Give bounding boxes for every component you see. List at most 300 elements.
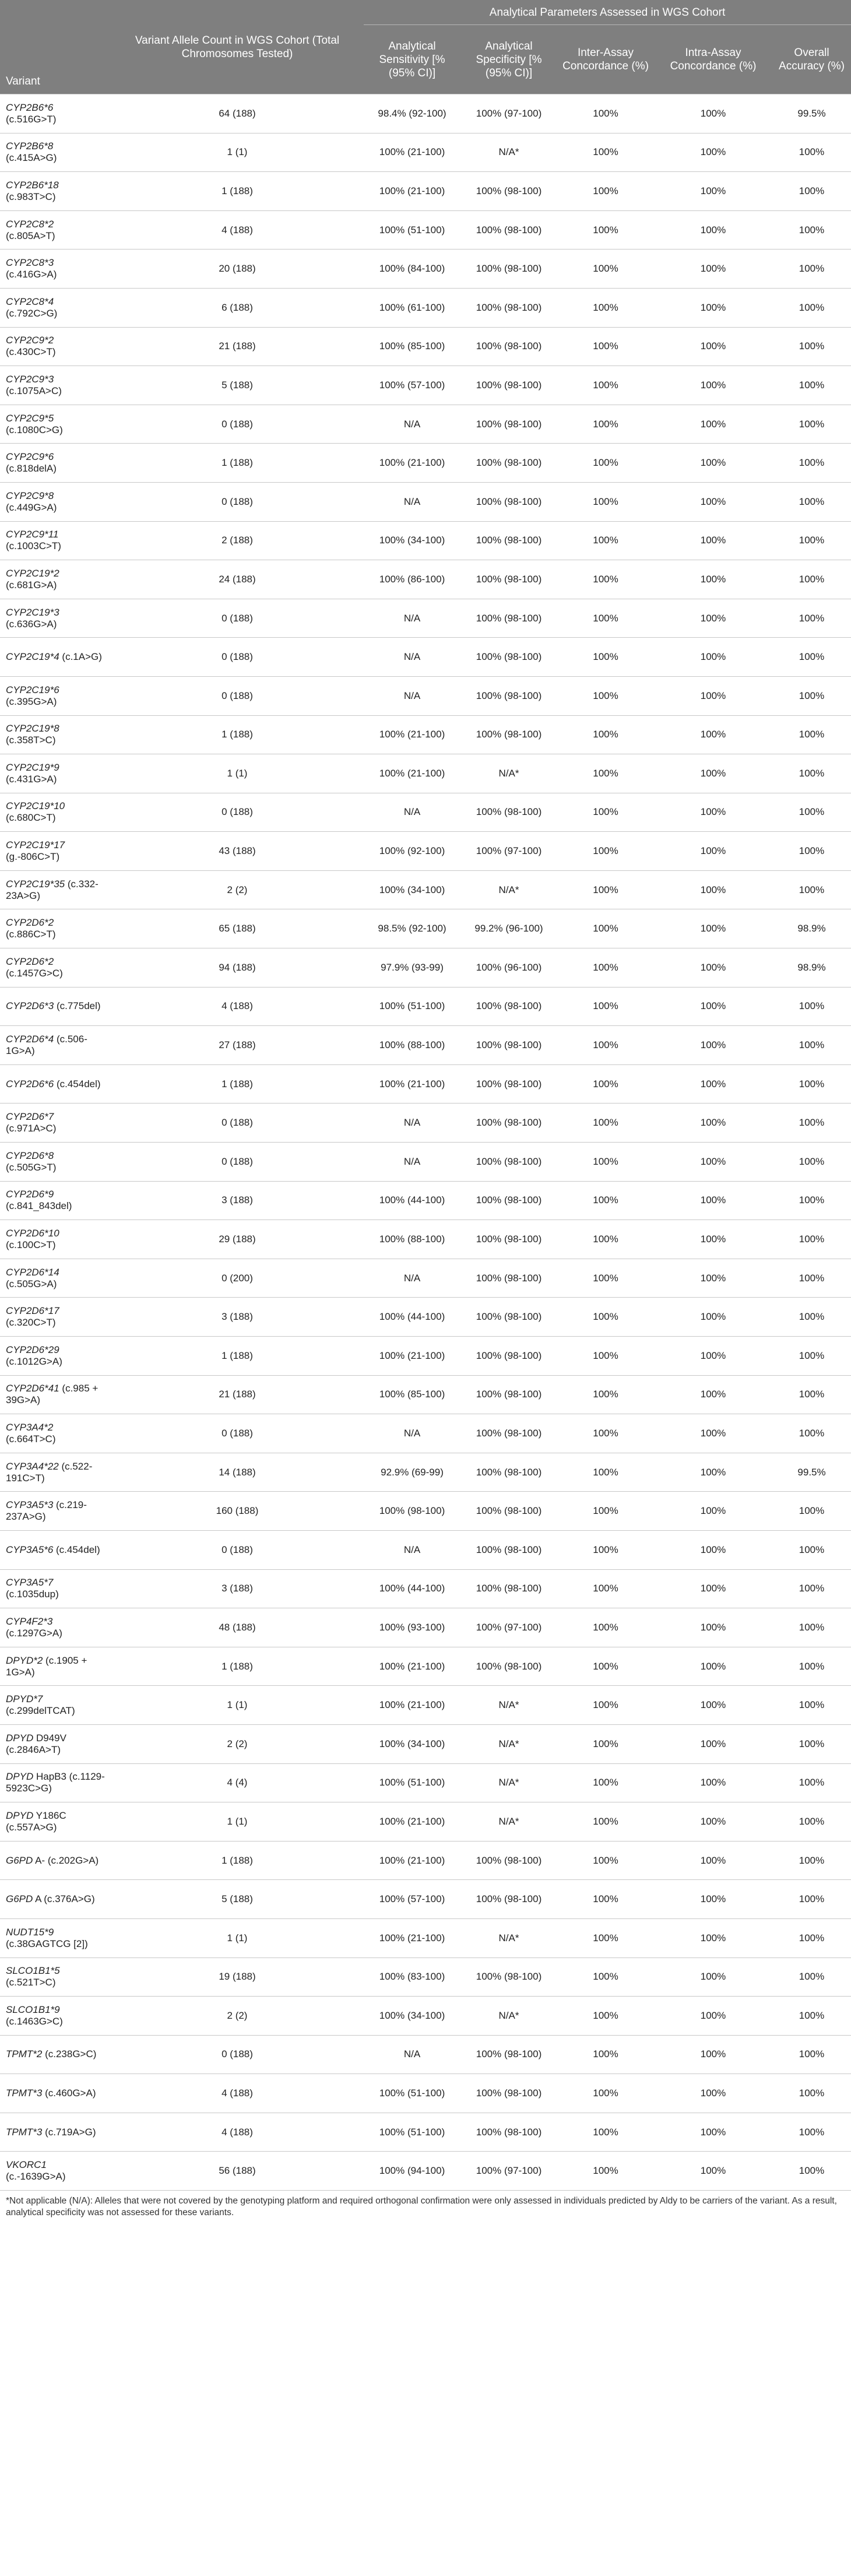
sensitivity-cell: 100% (44-100) [364, 1298, 460, 1337]
sensitivity-cell: 100% (21-100) [364, 1841, 460, 1880]
variant-notation: (c.449G>A) [6, 501, 57, 513]
sensitivity-cell: 100% (88-100) [364, 1220, 460, 1259]
overall-accuracy-cell: 100% [772, 1298, 851, 1337]
sensitivity-cell: 100% (21-100) [364, 1647, 460, 1686]
sensitivity-cell: N/A [364, 1530, 460, 1569]
variant-cell [0, 210, 111, 249]
sensitivity-cell: 100% (86-100) [364, 560, 460, 599]
variant-cell [0, 94, 111, 133]
specificity-cell: 100% (98-100) [460, 1530, 557, 1569]
intra-assay-cell: 100% [654, 2074, 772, 2113]
specificity-cell: 100% (98-100) [460, 1958, 557, 1997]
overall-accuracy-cell: 100% [772, 987, 851, 1026]
overall-accuracy-cell: 100% [772, 482, 851, 521]
table-row [0, 444, 851, 483]
gene-allele-name: CYP3A4*22 [6, 1460, 59, 1472]
variant-cell [0, 909, 111, 948]
variant-cell [0, 1259, 111, 1298]
specificity-cell: 100% (98-100) [460, 1064, 557, 1104]
specificity-cell: N/A* [460, 1802, 557, 1841]
overall-accuracy-cell: 100% [772, 715, 851, 754]
intra-assay-cell: 100% [654, 1724, 772, 1763]
allele-count-cell: 4 (4) [111, 1763, 364, 1802]
allele-count-cell: 1 (1) [111, 1802, 364, 1841]
table-row [0, 1492, 851, 1531]
gene-allele-name: SLCO1B1*5 [6, 1965, 60, 1977]
allele-count-cell: 5 (188) [111, 1880, 364, 1919]
variant-cell [0, 987, 111, 1026]
specificity-cell: 100% (98-100) [460, 327, 557, 366]
allele-count-cell: 1 (188) [111, 1337, 364, 1376]
overall-accuracy-cell: 100% [772, 1530, 851, 1569]
allele-count-cell: 0 (188) [111, 1530, 364, 1569]
variant-cell [0, 793, 111, 832]
overall-accuracy-cell: 100% [772, 754, 851, 793]
variant-notation: (c.1003C>T) [6, 540, 61, 552]
variant-notation: (c.506-1G>A) [6, 1034, 87, 1057]
allele-count-cell: 14 (188) [111, 1453, 364, 1492]
specificity-cell: 100% (98-100) [460, 1453, 557, 1492]
overall-accuracy-cell: 100% [772, 2035, 851, 2074]
inter-assay-cell: 100% [557, 1143, 654, 1182]
variant-cell [0, 1997, 111, 2036]
variant-column-header: Variant [0, 0, 111, 94]
specificity-cell: N/A* [460, 1763, 557, 1802]
intra-assay-cell: 100% [654, 2152, 772, 2191]
specificity-cell: 100% (98-100) [460, 676, 557, 715]
overall-accuracy-cell: 100% [772, 1143, 851, 1182]
table-row [0, 1259, 851, 1298]
variant-cell [0, 1375, 111, 1414]
variant-cell [0, 638, 111, 677]
specificity-cell: 100% (98-100) [460, 521, 557, 560]
allele-count-cell: 160 (188) [111, 1492, 364, 1531]
inter-assay-cell: 100% [557, 715, 654, 754]
gene-allele-name: CYP2C19*35 [6, 878, 65, 890]
variant-notation: (c.-1639G>A) [6, 2171, 66, 2183]
intra-assay-cell: 100% [654, 1841, 772, 1880]
variant-notation: (c.1A>G) [62, 651, 102, 663]
specificity-cell: 100% (98-100) [460, 1375, 557, 1414]
variant-notation: (c.664T>C) [6, 1433, 56, 1445]
allele-count-cell: 1 (188) [111, 444, 364, 483]
gene-allele-name: DPYD*2 [6, 1654, 43, 1666]
variant-cell [0, 599, 111, 638]
variant-cell [0, 715, 111, 754]
overall-accuracy-column-header: Overall Accuracy (%) [772, 25, 851, 94]
allele-count-cell: 21 (188) [111, 1375, 364, 1414]
inter-assay-cell: 100% [557, 1997, 654, 2036]
variant-notation: HapB3 (c.1129-5923C>G) [6, 1771, 105, 1794]
table-row [0, 1958, 851, 1997]
specificity-cell: 100% (96-100) [460, 948, 557, 987]
table-row [0, 1298, 851, 1337]
sensitivity-cell: 92.9% (69-99) [364, 1453, 460, 1492]
table-row [0, 1220, 851, 1259]
table-row [0, 1841, 851, 1880]
variant-cell [0, 1763, 111, 1802]
table-row [0, 1686, 851, 1725]
allele-count-cell: 3 (188) [111, 1181, 364, 1220]
allele-count-cell: 5 (188) [111, 366, 364, 405]
sensitivity-column-header: Analytical Sensitivity [% (95% CI)] [364, 25, 460, 94]
intra-assay-cell: 100% [654, 2035, 772, 2074]
gene-allele-name: DPYD [6, 1732, 34, 1744]
gene-allele-name: CYP2C19*8 [6, 723, 59, 735]
inter-assay-cell: 100% [557, 1958, 654, 1997]
table-row [0, 2074, 851, 2113]
specificity-cell: 100% (98-100) [460, 2074, 557, 2113]
inter-assay-cell: 100% [557, 832, 654, 871]
overall-accuracy-cell: 100% [772, 1608, 851, 1647]
gene-allele-name: CYP2C9*2 [6, 335, 54, 346]
variant-notation: (c.1457G>C) [6, 967, 63, 979]
variant-notation: D949V (c.2846A>T) [6, 1732, 66, 1755]
variant-notation: (c.238G>C) [45, 2048, 97, 2060]
overall-accuracy-cell: 100% [772, 1375, 851, 1414]
sensitivity-cell: N/A [364, 676, 460, 715]
sensitivity-cell: 100% (21-100) [364, 1686, 460, 1725]
sensitivity-cell: 98.5% (92-100) [364, 909, 460, 948]
intra-assay-cell: 100% [654, 987, 772, 1026]
sensitivity-cell: 100% (34-100) [364, 521, 460, 560]
gene-allele-name: CYP2D6*3 [6, 1000, 54, 1012]
allele-count-cell: 0 (188) [111, 1143, 364, 1182]
gene-allele-name: CYP2C19*10 [6, 800, 65, 812]
gene-allele-name: DPYD [6, 1809, 34, 1821]
sensitivity-cell: N/A [364, 1414, 460, 1453]
allele-count-cell: 0 (188) [111, 793, 364, 832]
gene-allele-name: CYP2C19*4 [6, 651, 59, 663]
inter-assay-cell: 100% [557, 327, 654, 366]
allele-count-cell: 64 (188) [111, 94, 364, 133]
inter-assay-cell: 100% [557, 1259, 654, 1298]
gene-allele-name: CYP2C9*8 [6, 490, 54, 501]
inter-assay-cell: 100% [557, 987, 654, 1026]
variant-notation: (c.521T>C) [6, 1977, 56, 1988]
variant-cell [0, 1492, 111, 1531]
overall-accuracy-cell: 100% [772, 1958, 851, 1997]
variant-notation: A (c.376A>G) [35, 1893, 95, 1905]
overall-accuracy-cell: 98.9% [772, 948, 851, 987]
overall-accuracy-cell: 100% [772, 1259, 851, 1298]
variant-notation: Y186C (c.557A>G) [6, 1809, 66, 1833]
inter-assay-cell: 100% [557, 676, 654, 715]
variant-notation: (c.818delA) [6, 463, 57, 475]
gene-allele-name: CYP2C9*11 [6, 529, 59, 540]
sensitivity-cell: 100% (34-100) [364, 1997, 460, 2036]
table-row [0, 948, 851, 987]
variant-notation: (c.430C>T) [6, 346, 56, 358]
overall-accuracy-cell: 100% [772, 1647, 851, 1686]
specificity-cell: 100% (98-100) [460, 987, 557, 1026]
inter-assay-cell: 100% [557, 1064, 654, 1104]
variant-notation: (c.516G>T) [6, 113, 57, 125]
table-row [0, 1104, 851, 1143]
overall-accuracy-cell: 100% [772, 1181, 851, 1220]
intra-assay-cell: 100% [654, 1918, 772, 1958]
allele-count-cell: 0 (188) [111, 1414, 364, 1453]
inter-assay-cell: 100% [557, 1686, 654, 1725]
specificity-cell: 100% (98-100) [460, 1143, 557, 1182]
intra-assay-cell: 100% [654, 288, 772, 327]
gene-allele-name: CYP2C8*2 [6, 218, 54, 230]
specificity-cell: N/A* [460, 133, 557, 172]
variant-notation: (c.395G>A) [6, 695, 57, 707]
intra-assay-cell: 100% [654, 1880, 772, 1919]
specificity-cell: 100% (98-100) [460, 482, 557, 521]
variant-cell [0, 1298, 111, 1337]
variant-cell [0, 1802, 111, 1841]
table-row [0, 1763, 851, 1802]
variant-cell [0, 754, 111, 793]
variant-cell [0, 1724, 111, 1763]
intra-assay-cell: 100% [654, 366, 772, 405]
inter-assay-cell: 100% [557, 2035, 654, 2074]
overall-accuracy-cell: 100% [772, 1841, 851, 1880]
specificity-cell: 99.2% (96-100) [460, 909, 557, 948]
gene-allele-name: CYP2C19*2 [6, 567, 59, 579]
table-row [0, 1918, 851, 1958]
sensitivity-cell: 97.9% (93-99) [364, 948, 460, 987]
inter-assay-cell: 100% [557, 1841, 654, 1880]
sensitivity-cell: 100% (21-100) [364, 133, 460, 172]
variant-cell [0, 1880, 111, 1919]
table-row [0, 1064, 851, 1104]
specificity-cell: 100% (98-100) [460, 2035, 557, 2074]
variant-cell [0, 327, 111, 366]
variant-notation: (c.983T>C) [6, 191, 56, 202]
variant-cell [0, 832, 111, 871]
table-row [0, 1453, 851, 1492]
allele-count-cell: 4 (188) [111, 2074, 364, 2113]
allele-count-cell: 4 (188) [111, 987, 364, 1026]
allele-count-cell: 20 (188) [111, 249, 364, 289]
table-row [0, 1724, 851, 1763]
intra-assay-cell: 100% [654, 793, 772, 832]
intra-assay-cell: 100% [654, 94, 772, 133]
sensitivity-cell: 100% (51-100) [364, 210, 460, 249]
variant-notation: (c.1297G>A) [6, 1627, 62, 1639]
inter-assay-cell: 100% [557, 1220, 654, 1259]
specificity-cell: 100% (98-100) [460, 405, 557, 444]
allele-count-cell: 24 (188) [111, 560, 364, 599]
variant-notation: (c.460G>A) [45, 2087, 96, 2099]
specificity-cell: 100% (98-100) [460, 1414, 557, 1453]
inter-assay-cell: 100% [557, 249, 654, 289]
overall-accuracy-cell: 100% [772, 870, 851, 909]
allele-count-cell: 19 (188) [111, 1958, 364, 1997]
overall-accuracy-cell: 100% [772, 1763, 851, 1802]
table-header [0, 0, 851, 94]
variant-cell [0, 133, 111, 172]
variant-notation: (c.971A>C) [6, 1123, 57, 1134]
variant-notation: (c.681G>A) [6, 579, 57, 591]
variant-cell [0, 1026, 111, 1065]
inter-assay-cell: 100% [557, 1414, 654, 1453]
overall-accuracy-cell: 100% [772, 133, 851, 172]
specificity-cell: 100% (98-100) [460, 210, 557, 249]
inter-assay-cell: 100% [557, 1298, 654, 1337]
specificity-cell: 100% (98-100) [460, 1841, 557, 1880]
table-row [0, 1337, 851, 1376]
allele-count-cell: 1 (1) [111, 1918, 364, 1958]
allele-count-cell: 0 (188) [111, 676, 364, 715]
gene-allele-name: CYP2D6*6 [6, 1078, 54, 1090]
variant-cell [0, 1569, 111, 1608]
intra-assay-cell: 100% [654, 1530, 772, 1569]
intra-assay-cell: 100% [654, 560, 772, 599]
overall-accuracy-cell: 100% [772, 638, 851, 677]
intra-assay-cell: 100% [654, 948, 772, 987]
table-row [0, 909, 851, 948]
inter-assay-column-header: Inter-Assay Concordance (%) [557, 25, 654, 94]
overall-accuracy-cell: 100% [772, 521, 851, 560]
variant-notation: (c.1012G>A) [6, 1355, 62, 1367]
gene-allele-name: CYP2C8*3 [6, 257, 54, 269]
intra-assay-cell: 100% [654, 521, 772, 560]
allele-count-cell: 65 (188) [111, 909, 364, 948]
sensitivity-cell: 100% (85-100) [364, 327, 460, 366]
intra-assay-cell: 100% [654, 1375, 772, 1414]
variant-cell [0, 1143, 111, 1182]
inter-assay-cell: 100% [557, 1880, 654, 1919]
sensitivity-cell: 100% (51-100) [364, 2113, 460, 2152]
variant-cell [0, 405, 111, 444]
intra-assay-cell: 100% [654, 1220, 772, 1259]
variant-notation: (c.415A>G) [6, 152, 57, 164]
variant-notation: A- (c.202G>A) [35, 1854, 99, 1866]
overall-accuracy-cell: 100% [772, 327, 851, 366]
inter-assay-cell: 100% [557, 1453, 654, 1492]
table-row [0, 327, 851, 366]
allele-count-cell: 1 (188) [111, 1064, 364, 1104]
sensitivity-cell: N/A [364, 482, 460, 521]
table-row [0, 1375, 851, 1414]
variant-cell [0, 2113, 111, 2152]
table-row [0, 870, 851, 909]
gene-allele-name: CYP2C9*6 [6, 451, 54, 463]
inter-assay-cell: 100% [557, 1492, 654, 1531]
intra-assay-cell: 100% [654, 210, 772, 249]
overall-accuracy-cell: 100% [772, 560, 851, 599]
sensitivity-cell: 100% (21-100) [364, 754, 460, 793]
table-row [0, 288, 851, 327]
overall-accuracy-cell: 100% [772, 1414, 851, 1453]
specificity-cell: 100% (98-100) [460, 1492, 557, 1531]
variant-cell [0, 1453, 111, 1492]
table-row [0, 249, 851, 289]
sensitivity-cell: 100% (21-100) [364, 1337, 460, 1376]
sensitivity-cell: 100% (44-100) [364, 1181, 460, 1220]
intra-assay-cell: 100% [654, 1997, 772, 2036]
allele-count-cell: 1 (188) [111, 715, 364, 754]
sensitivity-cell: 100% (21-100) [364, 444, 460, 483]
gene-allele-name: CYP2D6*9 [6, 1189, 54, 1200]
allele-count-cell: 2 (188) [111, 521, 364, 560]
intra-assay-cell: 100% [654, 1181, 772, 1220]
gene-allele-name: CYP2B6*6 [6, 101, 54, 113]
specificity-cell: 100% (97-100) [460, 1608, 557, 1647]
gene-allele-name: VKORC1 [6, 2159, 47, 2171]
intra-assay-cell: 100% [654, 1453, 772, 1492]
variant-cell [0, 948, 111, 987]
allele-count-cell: 0 (188) [111, 405, 364, 444]
specificity-cell: 100% (98-100) [460, 1220, 557, 1259]
inter-assay-cell: 100% [557, 172, 654, 211]
inter-assay-cell: 100% [557, 405, 654, 444]
overall-accuracy-cell: 100% [772, 676, 851, 715]
specificity-column-header: Analytical Specificity [% (95% CI)] [460, 25, 557, 94]
allele-count-cell: 4 (188) [111, 2113, 364, 2152]
variant-notation: (c.636G>A) [6, 618, 57, 630]
inter-assay-cell: 100% [557, 366, 654, 405]
variant-cell [0, 1608, 111, 1647]
specificity-cell: 100% (98-100) [460, 2113, 557, 2152]
gene-allele-name: CYP2D6*2 [6, 917, 54, 929]
intra-assay-cell: 100% [654, 1569, 772, 1608]
variant-notation: (c.454del) [56, 1544, 100, 1555]
table-row [0, 2035, 851, 2074]
variant-notation: (c.841_843del) [6, 1200, 72, 1212]
intra-assay-cell: 100% [654, 638, 772, 677]
inter-assay-cell: 100% [557, 1375, 654, 1414]
table-row [0, 405, 851, 444]
specificity-cell: 100% (98-100) [460, 1181, 557, 1220]
table-row [0, 560, 851, 599]
table-row [0, 987, 851, 1026]
table-row [0, 1569, 851, 1608]
variant-notation: (c.100C>T) [6, 1239, 56, 1251]
intra-assay-cell: 100% [654, 870, 772, 909]
table-body [0, 94, 851, 2191]
specificity-cell: 100% (98-100) [460, 560, 557, 599]
specificity-cell: N/A* [460, 870, 557, 909]
overall-accuracy-cell: 100% [772, 1802, 851, 1841]
intra-assay-cell: 100% [654, 405, 772, 444]
sensitivity-cell: 100% (44-100) [364, 1569, 460, 1608]
gene-allele-name: CYP2D6*4 [6, 1034, 54, 1045]
gene-allele-name: TPMT*2 [6, 2048, 43, 2060]
variant-cell [0, 249, 111, 289]
variant-cell [0, 172, 111, 211]
gene-allele-name: CYP2D6*14 [6, 1266, 59, 1278]
variant-cell [0, 366, 111, 405]
table-row [0, 521, 851, 560]
specificity-cell: N/A* [460, 1724, 557, 1763]
specificity-cell: 100% (98-100) [460, 1259, 557, 1298]
specificity-cell: 100% (97-100) [460, 832, 557, 871]
specificity-cell: 100% (98-100) [460, 1104, 557, 1143]
overall-accuracy-cell: 100% [772, 2074, 851, 2113]
overall-accuracy-cell: 100% [772, 1220, 851, 1259]
specificity-cell: N/A* [460, 754, 557, 793]
specificity-cell: 100% (97-100) [460, 2152, 557, 2191]
variant-cell [0, 2152, 111, 2191]
gene-allele-name: TPMT*3 [6, 2087, 43, 2099]
table-row [0, 1026, 851, 1065]
sensitivity-cell: 100% (85-100) [364, 1375, 460, 1414]
variant-notation: (c.505G>A) [6, 1278, 57, 1289]
variant-notation: (c.805A>T) [6, 230, 55, 241]
variant-cell [0, 2074, 111, 2113]
variant-notation: (c.1463G>C) [6, 2015, 63, 2027]
allele-count-cell: 0 (188) [111, 599, 364, 638]
overall-accuracy-cell: 100% [772, 2113, 851, 2152]
intra-assay-cell: 100% [654, 2113, 772, 2152]
overall-accuracy-cell: 100% [772, 1026, 851, 1065]
variant-notation: (c.38GAGTCG [2]) [6, 1938, 88, 1949]
